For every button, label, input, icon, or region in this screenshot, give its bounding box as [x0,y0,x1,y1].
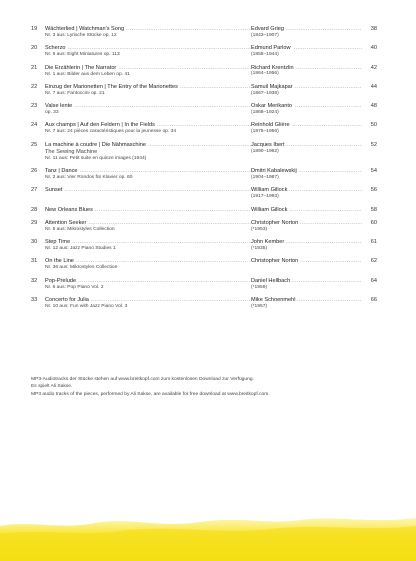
toc-entry [31,239,377,252]
entry-source: Nr. 5 aus: Mikrostyles Collection [45,226,115,232]
composer-years: (1890–1962) [251,148,279,154]
entry-title: Attention Seeker [45,219,87,226]
entry-title: Step Time [45,239,71,246]
entry-number: 24 [31,122,38,129]
entry-title: Scherzo [45,45,66,52]
toc-entry [31,26,377,39]
entry-page: 66 [370,297,377,304]
composer-years: (*1957) [251,303,268,309]
entry-page: 48 [370,103,377,110]
entry-composer: Daniel Hellbach [251,277,291,284]
entry-source: Nr. 12 aus: Jazz Piano Studies 1 [45,246,116,252]
entry-source: Nr. 1 aus: Bilder aus dem Leben op. 41 [45,71,130,77]
composer-years: (*1953) [251,226,268,232]
entry-page: 61 [370,239,377,246]
entry-page: 64 [370,277,377,284]
entry-page: 38 [370,26,377,32]
entry-composer: Edvard Grieg [251,26,284,32]
toc-entry [31,122,377,135]
entry-composer: William Gillock [251,187,288,194]
entry-composer: Christopher Norton [251,258,299,265]
toc-entry [31,258,377,271]
entry-number: 27 [31,187,38,194]
composer-years: (1855–1944) [251,52,279,58]
entry-source: Nr. 7 aus: 24 pièces caractéristiques pour la jeunesse op. 34 [45,129,177,135]
entry-title: On the Line [45,258,74,265]
entry-source: Nr. 2 aus: Vier Rondos für Klavier op. 60 [45,174,133,180]
entry-title: Wächterlied | Watchman's Song [45,26,125,32]
entry-number: 25 [31,141,38,148]
toc-entry [31,278,377,291]
entry-page: 50 [370,122,377,129]
dot-leader [76,258,362,265]
composer-years: (1875–1956) [251,129,279,135]
entry-number: 28 [31,206,38,213]
entry-number: 23 [31,103,38,110]
table-of-contents [31,26,377,316]
entry-title: Die Erzählerin | The Narrator [45,64,117,71]
dot-leader [126,26,362,33]
dot-leader [78,278,362,285]
yellow-watercolor-wash [0,510,416,561]
notes-line-german: MP3-Audiotracks der Stücke stehen auf www.breitkopf.com zum kostenlosen Download zur Verfügung. [31,377,254,382]
entry-number: 20 [31,45,38,52]
entry-composer: Dmitri Kabalewskij [251,167,297,174]
toc-entry [31,45,377,58]
entry-composer: Oskar Merikanto [251,103,293,110]
entry-title: Aux champs | Auf den Feldern | In the Fields [45,122,155,129]
entry-source: Nr. 6 aus: Pop Piano Vol. 2 [45,284,104,290]
composer-years: (1868–1924) [251,110,279,116]
entry-number: 26 [31,167,38,174]
entry-source: Nr. 10 aus: Fun with Jazz Piano Vol. 3 [45,303,128,309]
entry-number: 29 [31,219,38,226]
entry-number: 22 [31,83,38,90]
entry-page: 62 [370,258,377,265]
entry-composer: William Gillock [251,206,288,213]
entry-title: Einzug der Marionetten | The Entry of the Marionettes [45,83,178,90]
composer-years: (1843–1907) [251,32,279,38]
entry-number: 31 [31,258,38,265]
toc-entry [31,220,377,233]
dot-leader [118,65,362,72]
toc-entry [31,297,377,310]
entry-source: Nr. 3 aus: Lyrische Stücke op. 12 [45,32,117,38]
composer-years: (*1959) [251,284,268,290]
dot-leader [95,207,362,214]
entry-page: 44 [370,83,377,90]
entry-page: 52 [370,141,377,148]
entry-title: Tanz | Dance [45,167,78,174]
composer-years: (1904–1987) [251,174,279,180]
entry-composer: Jacques Ibert [251,141,285,148]
toc-entry [31,187,377,200]
entry-title: Valse lente [45,103,73,110]
entry-page: 54 [370,167,377,174]
composer-years: (1917–1993) [251,194,279,200]
toc-entry [31,84,377,97]
entry-composer: Reinhold Glière [251,122,290,129]
toc-entry [31,168,377,181]
composer-years: (1867–1938) [251,90,279,96]
entry-source: op. 33 [45,110,59,116]
entry-title-continued: The Sewing Machine [45,148,98,155]
notes-line-english: MP3 audio tracks of the pieces, performed by Ali Sakse, are available for free download at www.breitkopf.com. [31,391,270,397]
dot-leader [88,220,362,227]
toc-entry [31,207,377,214]
toc-entry [31,142,377,162]
entry-page: 60 [370,219,377,226]
entry-composer: Edmund Parlow [251,45,291,52]
entry-source: Nr. 6 aus: Eight Miniatures op. 113 [45,52,120,58]
entry-page: 40 [370,45,377,52]
entry-number: 32 [31,277,38,284]
dot-leader [91,297,362,304]
entry-number: 30 [31,239,38,246]
entry-title: New Orleans Blues [45,206,93,213]
toc-entry [31,65,377,78]
entry-composer: John Kember [251,239,285,246]
entry-composer: Christopher Norton [251,219,299,226]
dot-leader [64,187,362,194]
entry-title: La machine à coudre | Die Nähmaschine [45,141,146,148]
entry-number: 21 [31,64,38,71]
entry-composer: Richard Krentzlin [251,64,294,71]
entry-number: 33 [31,297,38,304]
composer-years: (1864–1956) [251,71,279,77]
entry-source: Nr. 7 aus: Fantoccini op. 21 [45,90,105,96]
entry-title: Pop-Prelude [45,277,77,284]
entry-page: 58 [370,206,377,213]
entry-title: Sunset [45,187,63,194]
dot-leader [80,168,362,175]
entry-source: Nr. 36 aus: Mikrostyles Collection [45,265,118,271]
entry-source: Nr. 11 aus: Petit suite en quinze images (1944) [45,155,147,161]
composer-years: (*1935) [251,246,268,252]
notes-line-performer: Es spielt Ali Sakse. [31,384,73,390]
entry-number: 19 [31,26,38,32]
entry-composer: Mike Schoenmehl [251,297,296,304]
entry-composer: Samuil Majkapar [251,83,293,90]
toc-entry [31,103,377,116]
entry-title: Concerto for Julia [45,297,89,304]
entry-page: 56 [370,187,377,194]
dot-leader [74,103,362,110]
entry-page: 42 [370,64,377,71]
download-notes [31,376,377,398]
